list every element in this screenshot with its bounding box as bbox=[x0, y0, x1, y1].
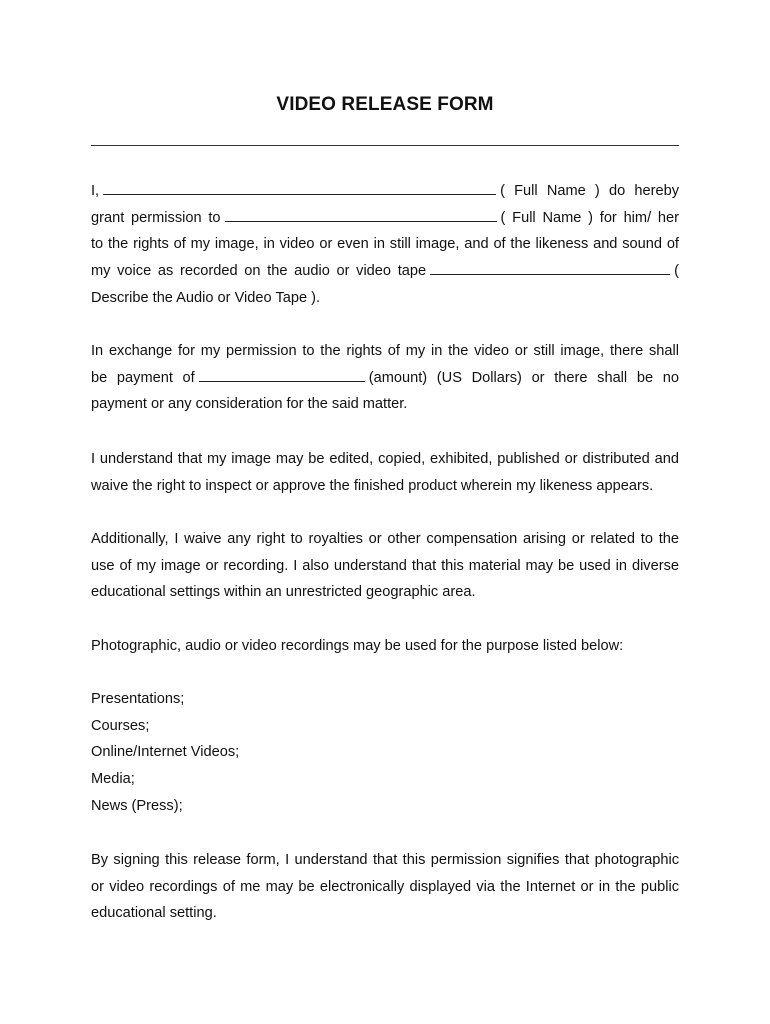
tape-description-blank[interactable] bbox=[430, 262, 670, 275]
grant-line-4: my voice as recorded on the audio or video tape ( bbox=[91, 263, 679, 280]
editing-paragraph bbox=[91, 446, 679, 499]
payment-line-3: payment or any consideration for the said matter. bbox=[91, 396, 408, 413]
consent-line-2: or video recordings of me may be electronically displayed via the Internet or in the public bbox=[91, 878, 679, 895]
royalties-line-1: Additionally, I waive any right to royalties or other compensation arising or related to the bbox=[91, 531, 679, 547]
form-title: VIDEO RELEASE FORM bbox=[276, 94, 494, 115]
royalties-line-2: use of my image or recording. I also understand that this material may be used in diverse bbox=[91, 557, 679, 574]
title-divider bbox=[91, 145, 679, 146]
royalties-line-3: educational settings within an unrestricted geographic area. bbox=[91, 584, 476, 601]
editing-line-1: I understand that my image may be edited, copied, exhibited, published or distributed and bbox=[91, 451, 679, 467]
payment-paragraph bbox=[91, 338, 679, 418]
grant-line-3: to the rights of my image, in video or even in still image, and of the likeness and sound of bbox=[91, 236, 679, 253]
royalties-paragraph bbox=[91, 526, 679, 606]
grant-line-5: Describe the Audio or Video Tape ). bbox=[91, 289, 321, 306]
purpose-item: Online/Internet Videos; bbox=[91, 744, 240, 761]
purpose-item: Presentations; bbox=[91, 691, 185, 707]
grant-line-1: I, ( Full Name ) do hereby bbox=[91, 183, 679, 199]
consent-line-3: educational setting. bbox=[91, 905, 217, 922]
purpose-list bbox=[91, 686, 239, 820]
purpose-intro: Photographic, audio or video recordings may be used for the purpose listed below: bbox=[91, 638, 624, 654]
payment-line-1: In exchange for my permission to the rights of my in the video or still image, there shall bbox=[91, 343, 679, 359]
amount-blank[interactable] bbox=[199, 369, 365, 382]
purpose-item: News (Press); bbox=[91, 797, 183, 814]
grantee-name-blank[interactable] bbox=[225, 209, 497, 222]
grant-paragraph bbox=[91, 178, 679, 312]
payment-line-2: be payment of (amount) (US Dollars) or there shall be no bbox=[91, 369, 679, 386]
purpose-item: Media; bbox=[91, 771, 135, 788]
consent-paragraph bbox=[91, 847, 679, 927]
editing-line-2: waive the right to inspect or approve the finished product wherein my likeness appears. bbox=[91, 477, 654, 494]
purpose-item: Courses; bbox=[91, 717, 150, 734]
consent-line-1: By signing this release form, I understand that this permission signifies that photographic bbox=[91, 852, 679, 868]
grant-line-2: grant permission to ( Full Name ) for him/ her bbox=[91, 209, 679, 226]
grantor-name-blank[interactable] bbox=[103, 182, 496, 195]
